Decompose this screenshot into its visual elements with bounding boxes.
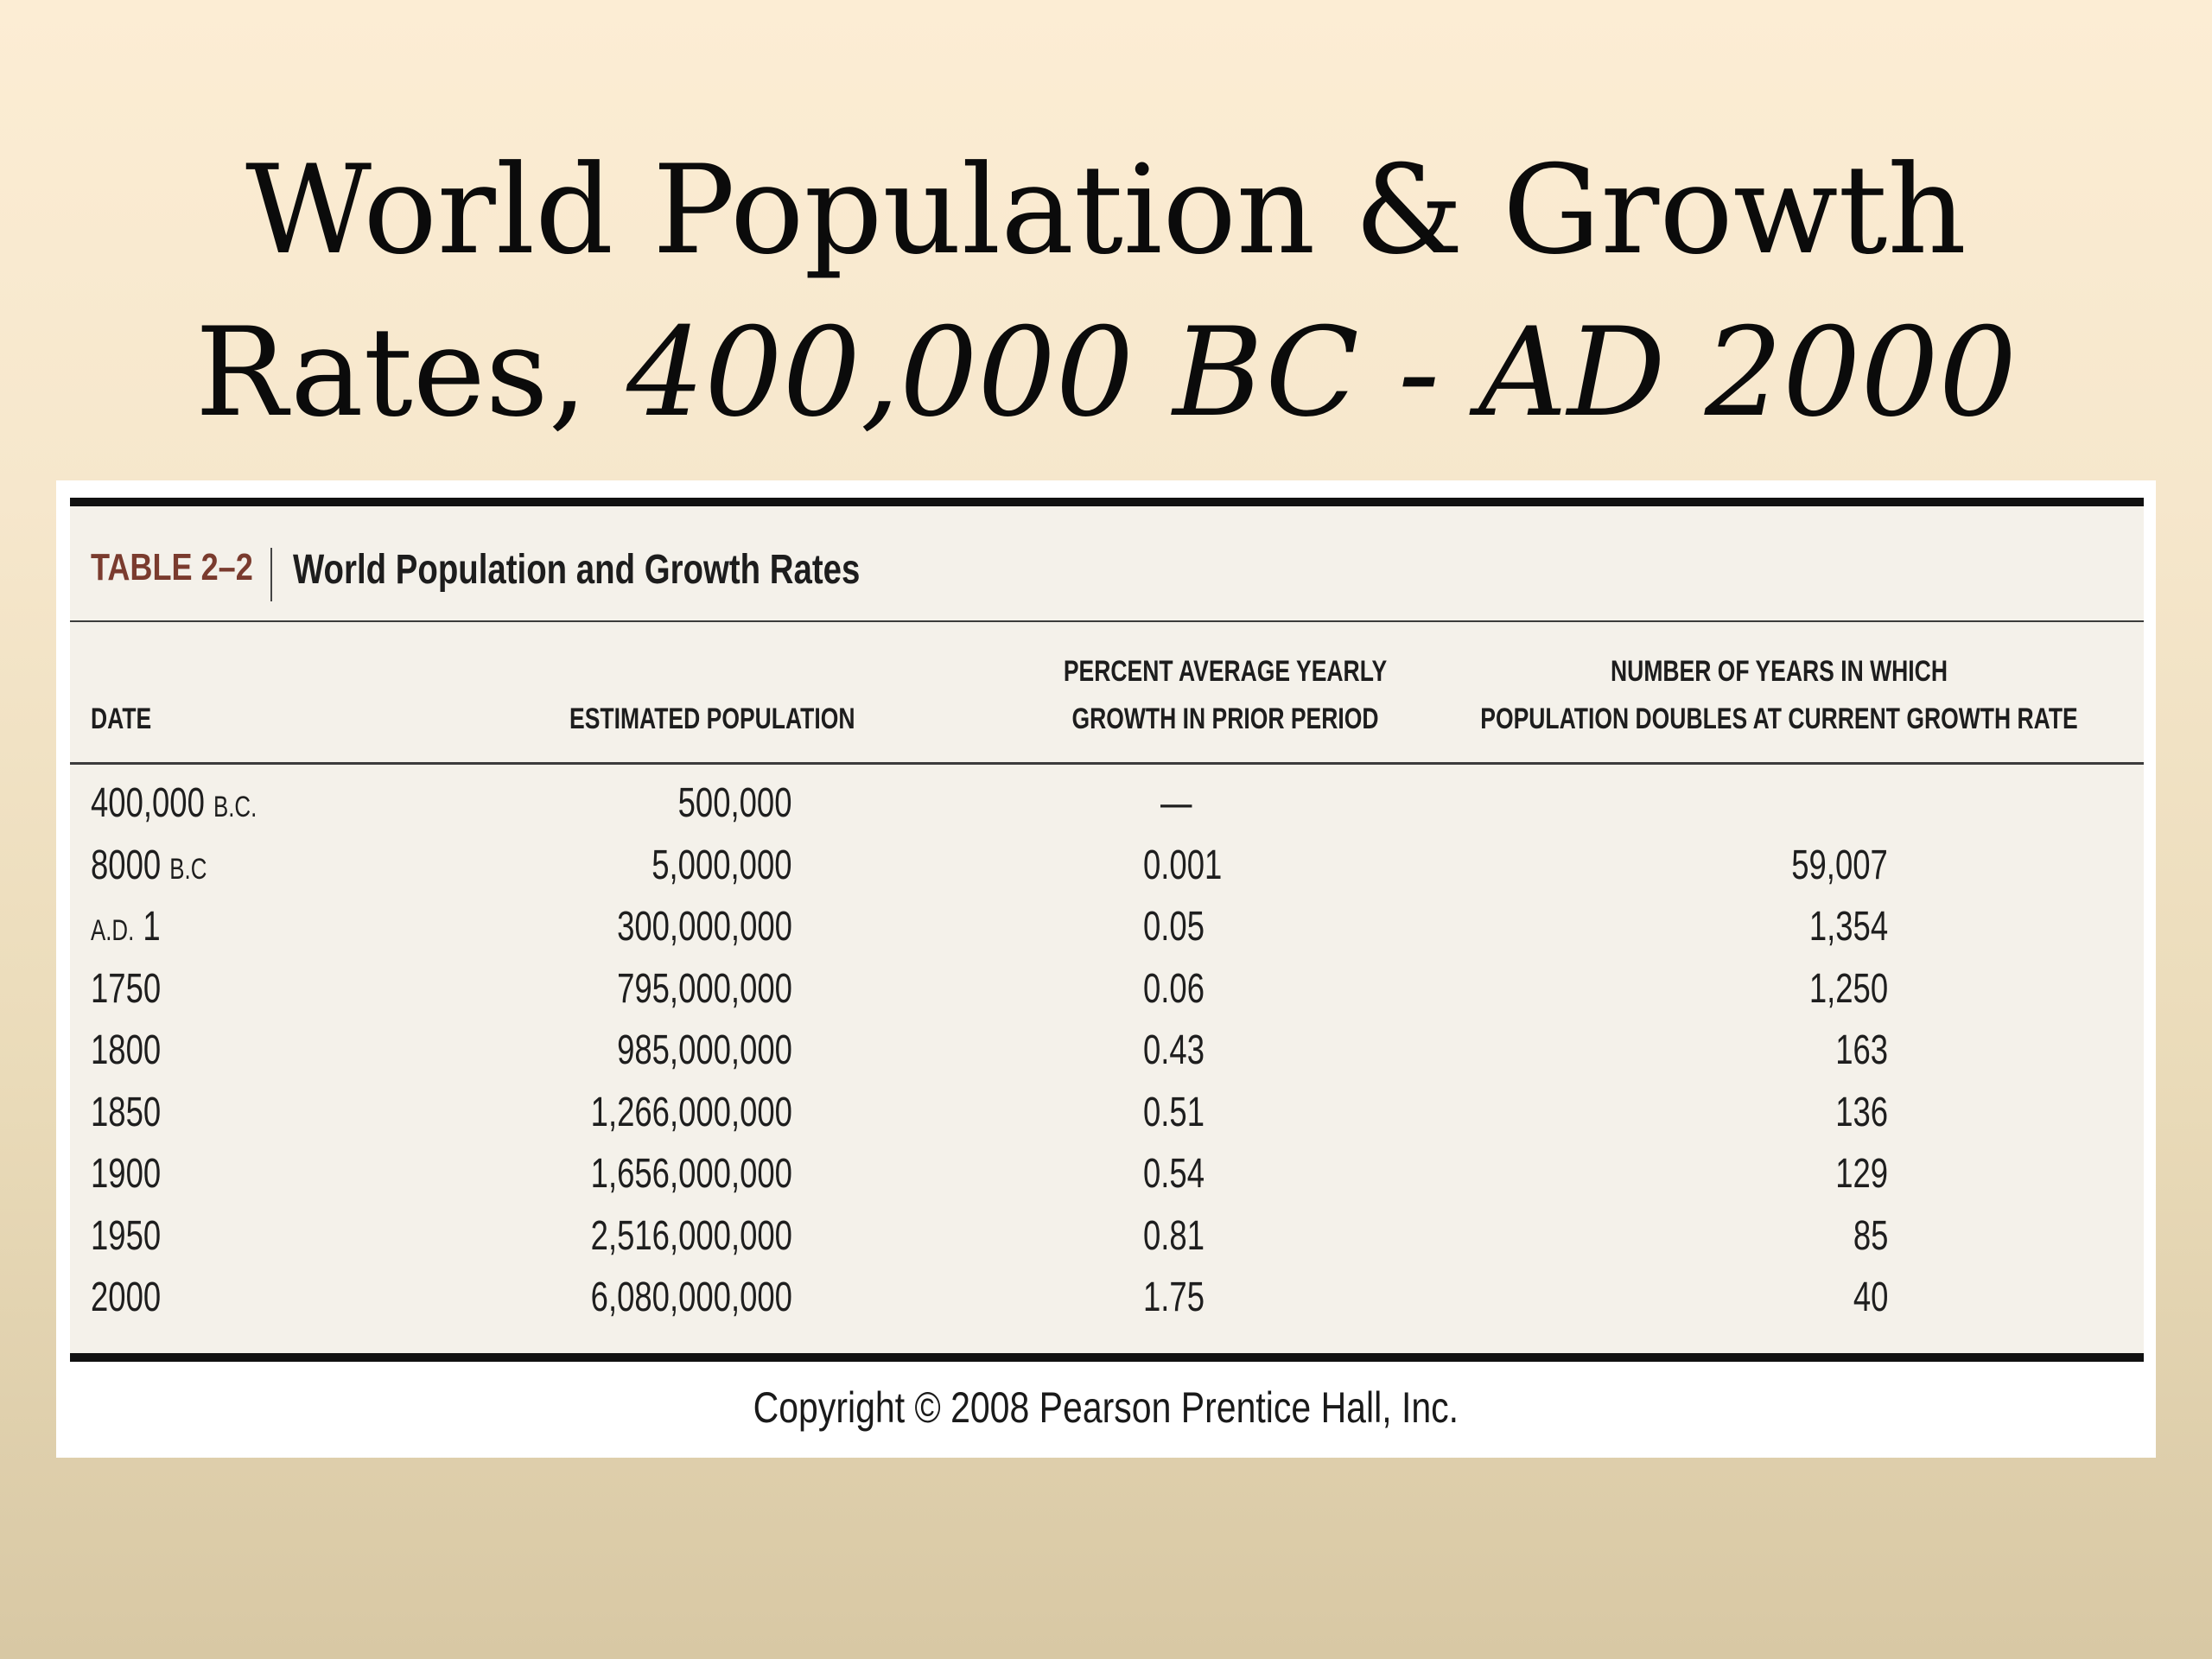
table-row [70, 1267, 2144, 1329]
cell-date [91, 965, 161, 1013]
date-value: 1750 [91, 965, 162, 1012]
date-value: 2000 [91, 1274, 162, 1320]
table-row [70, 1082, 2144, 1144]
cell-date [91, 779, 257, 827]
date-value: 1 [143, 904, 161, 950]
cell-date [91, 1089, 161, 1136]
header-doubling [1476, 648, 2082, 743]
slide-title-range: 400,000 BC - AD 2000 [626, 302, 2018, 444]
header-date: DATE [91, 702, 152, 735]
cell-growth: 0.06 [1143, 965, 1205, 1012]
cell-growth: 1.75 [1143, 1274, 1205, 1320]
cell-population: 985,000,000 [617, 1027, 792, 1073]
table-row [70, 1205, 2144, 1268]
table-header-row [70, 620, 2144, 765]
cell-growth: 0.81 [1143, 1212, 1205, 1259]
header-population: ESTIMATED POPULATION [569, 702, 855, 735]
cell-population: 1,266,000,000 [590, 1089, 792, 1135]
table-row [70, 835, 2144, 897]
cell-growth: 0.43 [1143, 1027, 1205, 1073]
cell-population: 795,000,000 [617, 965, 792, 1012]
date-era: B.C [169, 852, 207, 886]
cell-doubling: 85 [1853, 1212, 1888, 1259]
table-body [70, 762, 2144, 1329]
cell-growth: — [1160, 780, 1192, 826]
table-label: TABLE 2–2 [91, 546, 253, 588]
copyright-notice [56, 1382, 2156, 1433]
header-growth [1057, 648, 1394, 743]
cell-growth: 0.54 [1143, 1151, 1205, 1197]
table-title: World Population and Growth Rates [293, 547, 861, 593]
cell-growth: 0.51 [1143, 1089, 1205, 1135]
table-row [70, 958, 2144, 1020]
caption-divider [270, 548, 272, 601]
cell-population: 2,516,000,000 [590, 1212, 792, 1259]
cell-date [91, 1027, 161, 1074]
header-growth-line1: PERCENT AVERAGE YEARLY [1063, 655, 1388, 688]
header-doubling-line1: NUMBER OF YEARS IN WHICH [1611, 655, 1948, 688]
cell-doubling: 40 [1853, 1274, 1888, 1320]
cell-doubling: 136 [1835, 1089, 1888, 1135]
date-value: 8000 [91, 842, 162, 888]
table-image [56, 480, 2156, 1458]
cell-doubling: 129 [1835, 1151, 1888, 1197]
table-row [70, 1020, 2144, 1082]
cell-date [91, 842, 207, 889]
cell-date [91, 1212, 161, 1260]
table-caption [70, 506, 2144, 622]
slide-title [0, 130, 2212, 454]
cell-population: 500,000 [678, 780, 792, 826]
slide-title-line1: World Population & Growth [245, 139, 1967, 282]
date-value: 1950 [91, 1212, 162, 1259]
date-era: B.C. [213, 791, 257, 823]
cell-growth: 0.05 [1143, 904, 1205, 950]
date-era: A.D. [91, 914, 135, 947]
population-table [70, 498, 2144, 1362]
slide-title-prefix: Rates, [194, 302, 626, 444]
date-value: 400,000 [91, 780, 205, 826]
cell-date [91, 903, 161, 950]
cell-doubling: 1,354 [1808, 904, 1888, 950]
table-row [70, 1143, 2144, 1205]
cell-population: 5,000,000 [652, 842, 792, 888]
header-growth-line2: GROWTH IN PRIOR PERIOD [1071, 702, 1379, 735]
cell-population: 300,000,000 [617, 904, 792, 950]
cell-doubling: 163 [1835, 1027, 1888, 1073]
header-doubling-line2: POPULATION DOUBLES AT CURRENT GROWTH RATE [1480, 702, 2078, 735]
cell-doubling: 59,007 [1791, 842, 1888, 888]
slide-title-line2 [0, 292, 2212, 454]
cell-growth: 0.001 [1143, 842, 1223, 888]
cell-population: 1,656,000,000 [590, 1151, 792, 1197]
cell-doubling: 1,250 [1808, 965, 1888, 1012]
cell-date [91, 1150, 161, 1198]
cell-date [91, 1274, 161, 1321]
table-row [70, 772, 2144, 835]
table-row [70, 896, 2144, 958]
cell-population: 6,080,000,000 [590, 1274, 792, 1320]
copyright-text: Copyright © 2008 Pearson Prentice Hall, Inc. [753, 1383, 1459, 1432]
date-value: 1850 [91, 1089, 162, 1135]
date-value: 1900 [91, 1151, 162, 1197]
date-value: 1800 [91, 1027, 162, 1073]
